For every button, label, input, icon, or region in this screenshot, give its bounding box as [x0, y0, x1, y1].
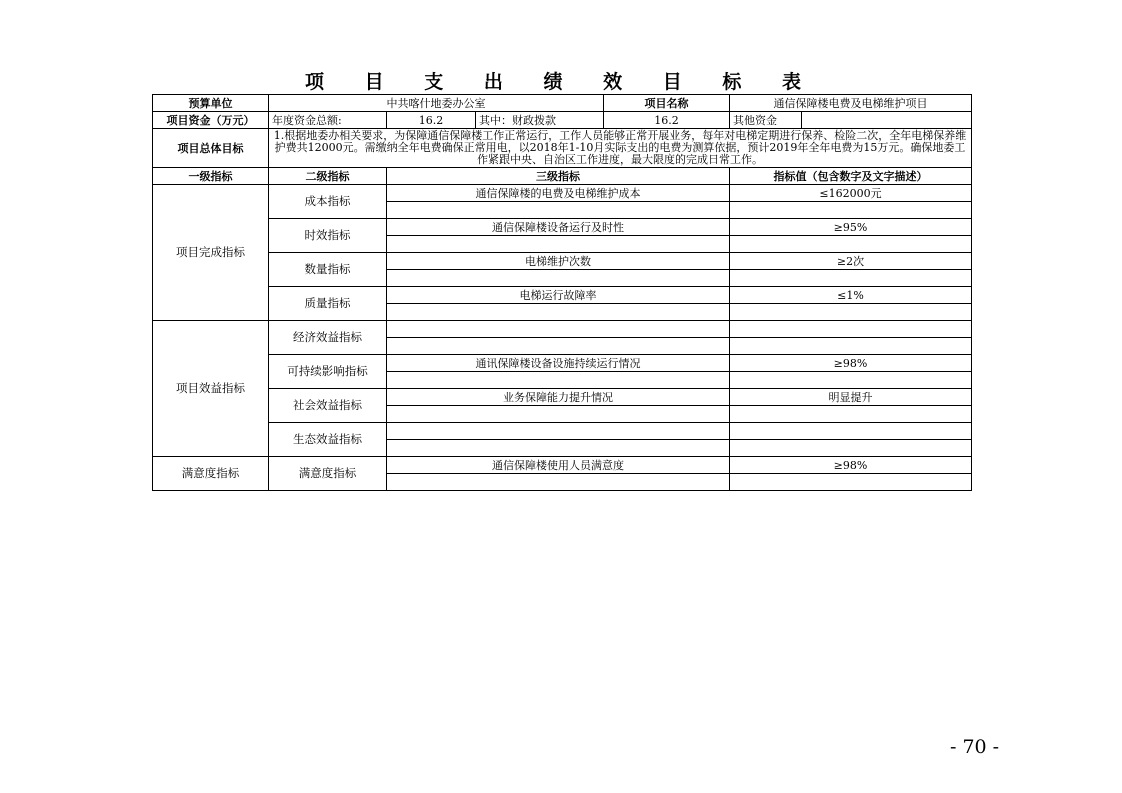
indicator-value: ≤162000元: [730, 185, 972, 202]
annual-funds-label: 年度资金总额:: [269, 112, 387, 129]
level2-indicator: 经济效益指标: [269, 321, 387, 355]
level3-indicator: [387, 202, 730, 219]
indicator-row: [153, 253, 972, 270]
indicator-value: [730, 406, 972, 423]
budget-unit-value: 中共喀什地委办公室: [269, 95, 604, 112]
other-funds-value: [802, 112, 972, 129]
level1-indicator: 满意度指标: [153, 457, 269, 491]
indicator-value: [730, 338, 972, 355]
indicator-row: [153, 457, 972, 474]
funds-row: [153, 112, 972, 129]
indicator-row: [153, 355, 972, 372]
level2-indicator: 社会效益指标: [269, 389, 387, 423]
performance-target-table: [152, 94, 972, 491]
indicator-value: [730, 321, 972, 338]
col-header-value: 指标值（包含数字及文字描述）: [730, 168, 972, 185]
level2-indicator: 生态效益指标: [269, 423, 387, 457]
level1-indicator: 项目效益指标: [153, 321, 269, 457]
indicator-value: [730, 423, 972, 440]
fiscal-funds-label: 其中：财政拨款: [476, 112, 604, 129]
project-name-value: 通信保障楼电费及电梯维护项目: [730, 95, 972, 112]
fiscal-funds-value: 16.2: [604, 112, 730, 129]
indicator-value: ≥98%: [730, 355, 972, 372]
level3-indicator: 电梯运行故障率: [387, 287, 730, 304]
level3-indicator: [387, 372, 730, 389]
indicator-row: [153, 185, 972, 202]
goal-text: 1.根据地委办相关要求，为保障通信保障楼工作正常运行，工作人员能够正常开展业务，每年对电梯定期进行保养、检险二次，全年电梯保养维护费共12000元。需缴纳全年电费确保正常用电，以2018年1-10月实际支出的电费为测算依据，预计2019年全年电费为15万元。确保地委工作紧跟中央、自治区工作进度，最大限度的完成日常工作。: [269, 129, 972, 168]
indicator-value: [730, 304, 972, 321]
level3-indicator: 通信保障楼设备运行及时性: [387, 219, 730, 236]
level3-indicator: [387, 474, 730, 491]
other-funds-label: 其他资金: [730, 112, 802, 129]
indicator-value: ≥2次: [730, 253, 972, 270]
annual-funds-value: 16.2: [387, 112, 476, 129]
level3-indicator: [387, 423, 730, 440]
indicator-value: [730, 236, 972, 253]
indicator-value: [730, 202, 972, 219]
goal-row: [153, 129, 972, 168]
indicator-row: [153, 219, 972, 236]
indicator-row: [153, 287, 972, 304]
level3-indicator: 通讯保障楼设备设施持续运行情况: [387, 355, 730, 372]
indicator-value: ≥95%: [730, 219, 972, 236]
indicator-value: [730, 474, 972, 491]
col-header-level2: 二级指标: [269, 168, 387, 185]
level3-indicator: 通信保障楼的电费及电梯维护成本: [387, 185, 730, 202]
level3-indicator: [387, 406, 730, 423]
indicator-value: ≥98%: [730, 457, 972, 474]
indicator-value: ≤1%: [730, 287, 972, 304]
level2-indicator: 成本指标: [269, 185, 387, 219]
indicator-value: 明显提升: [730, 389, 972, 406]
column-header-row: [153, 168, 972, 185]
indicator-row: [153, 423, 972, 440]
level2-indicator: 数量指标: [269, 253, 387, 287]
level1-indicator: 项目完成指标: [153, 185, 269, 321]
indicator-value: [730, 270, 972, 287]
level3-indicator: [387, 338, 730, 355]
indicator-row: [153, 389, 972, 406]
level3-indicator: [387, 304, 730, 321]
level3-indicator: 电梯维护次数: [387, 253, 730, 270]
level3-indicator: 通信保障楼使用人员满意度: [387, 457, 730, 474]
goal-label: 项目总体目标: [153, 129, 269, 168]
col-header-level1: 一级指标: [153, 168, 269, 185]
indicator-value: [730, 372, 972, 389]
indicator-value: [730, 440, 972, 457]
page-number: - 70 -: [950, 736, 1000, 758]
col-header-level3: 三级指标: [387, 168, 730, 185]
funds-label: 项目资金（万元）: [153, 112, 269, 129]
level2-indicator: 满意度指标: [269, 457, 387, 491]
level3-indicator: [387, 236, 730, 253]
level3-indicator: [387, 321, 730, 338]
budget-unit-label: 预算单位: [153, 95, 269, 112]
project-name-label: 项目名称: [604, 95, 730, 112]
level2-indicator: 可持续影响指标: [269, 355, 387, 389]
budget-unit-row: [153, 95, 972, 112]
indicator-row: [153, 321, 972, 338]
page-title: 项 目 支 出 绩 效 目 标 表: [305, 71, 818, 93]
level3-indicator: 业务保障能力提升情况: [387, 389, 730, 406]
level3-indicator: [387, 440, 730, 457]
level2-indicator: 时效指标: [269, 219, 387, 253]
level3-indicator: [387, 270, 730, 287]
level2-indicator: 质量指标: [269, 287, 387, 321]
